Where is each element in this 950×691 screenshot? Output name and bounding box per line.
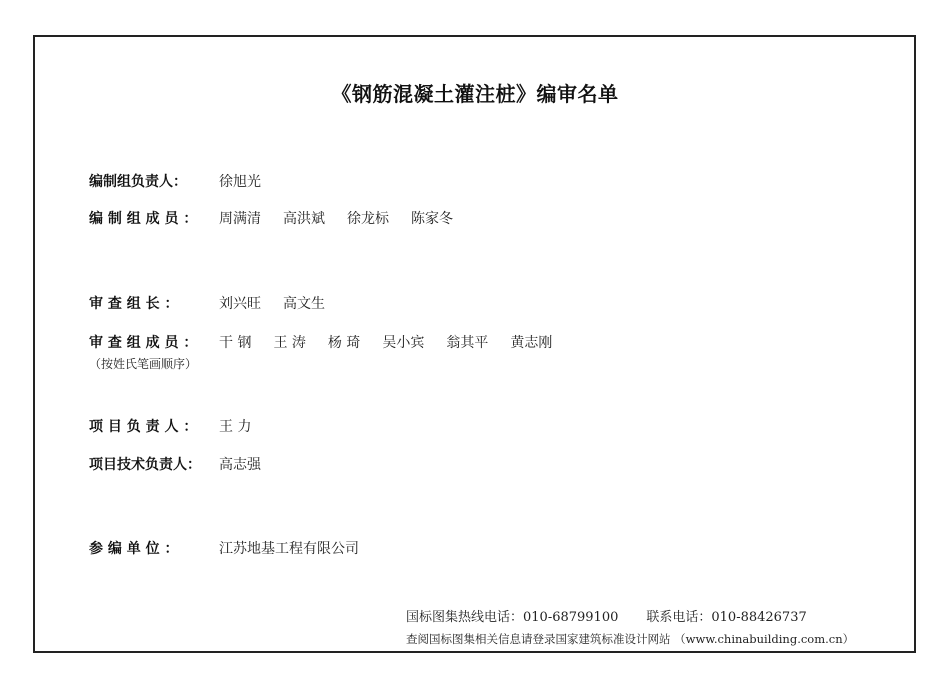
name-item: 黄志刚 — [510, 335, 553, 351]
compile-leader-value: 徐旭光 — [219, 174, 261, 190]
name-item: 陈家冬 — [411, 211, 453, 227]
contact-text: 联系电话：010-88426737 — [646, 610, 807, 625]
footer-website-line: 查阅国标图集相关信息请登录国家建筑标准设计网站 （www.chinabuilding.com.cn） — [406, 632, 855, 646]
review-leader-names — [219, 294, 347, 314]
compile-leader-row — [89, 172, 261, 192]
review-leader-label: 审 查 组 长 ： — [89, 296, 179, 312]
name-item: 高文生 — [283, 296, 325, 312]
review-members-note: （按姓氏笔画顺序） — [89, 357, 198, 371]
hotline-text: 国标图集热线电话：010-68799100 — [406, 610, 619, 625]
project-tech-leader-label: 项目技术负责人： — [89, 457, 201, 473]
name-item: 干 钢 — [219, 335, 252, 351]
name-item: 翁其平 — [446, 335, 489, 351]
compile-members-label: 编 制 组 成 员 ： — [89, 211, 198, 227]
project-leader-label: 项 目 负 责 人 ： — [89, 419, 198, 435]
project-leader-value: 王 力 — [219, 419, 252, 435]
review-leader-row — [89, 294, 325, 314]
project-leader-row — [89, 417, 252, 437]
project-tech-leader-value: 高志强 — [219, 457, 261, 473]
compile-members-names — [219, 209, 475, 229]
name-item: 高洪斌 — [283, 211, 325, 227]
name-item: 徐龙标 — [347, 211, 389, 227]
review-members-names — [219, 333, 574, 353]
name-item: 杨 琦 — [327, 335, 361, 351]
participating-unit-row — [89, 539, 359, 559]
footer-phone-line — [406, 606, 807, 625]
name-item: 王 涛 — [273, 335, 306, 351]
name-item: 吴小宾 — [382, 335, 425, 351]
name-item: 周满清 — [219, 211, 261, 227]
project-tech-leader-row — [89, 455, 261, 475]
review-members-row — [89, 333, 553, 353]
participating-unit-label: 参 编 单 位 ： — [89, 541, 179, 557]
review-members-label: 审 查 组 成 员 ： — [89, 335, 198, 351]
participating-unit-value: 江苏地基工程有限公司 — [219, 541, 359, 557]
page-title: 《钢筋混凝土灌注桩》编审名单 — [331, 82, 619, 106]
name-item: 刘兴旺 — [219, 296, 261, 312]
compile-leader-label: 编制组负责人： — [89, 174, 187, 190]
compile-members-row — [89, 209, 453, 229]
